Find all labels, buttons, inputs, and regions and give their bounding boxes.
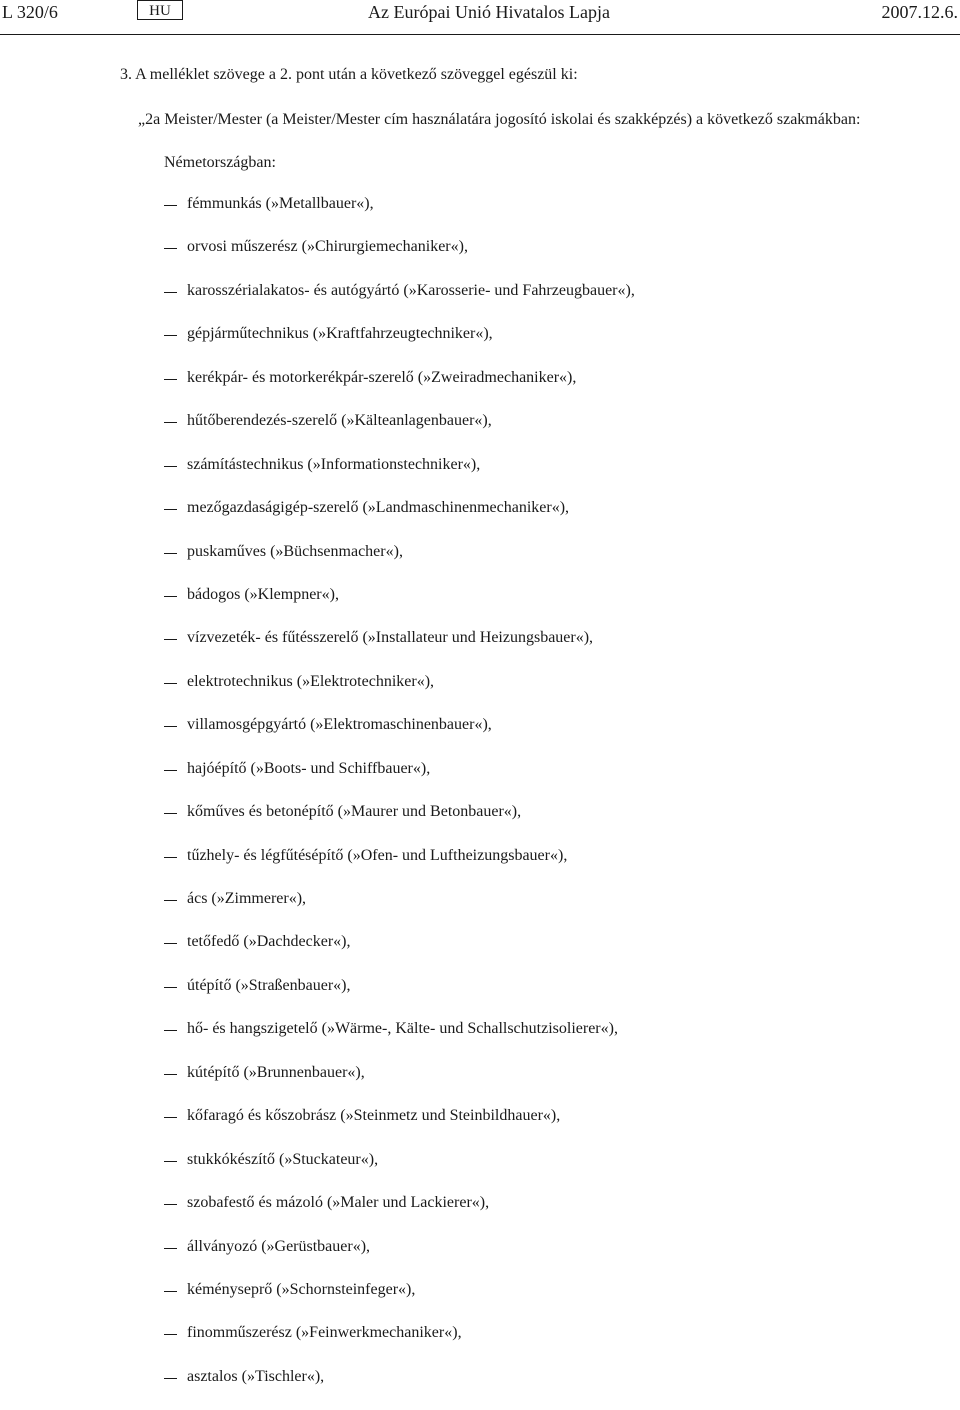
- em-dash-bullet: [164, 335, 177, 336]
- list-item: [164, 759, 635, 802]
- list-item: [164, 1106, 635, 1149]
- em-dash-bullet: [164, 1378, 177, 1379]
- list-item-text: számítástechnikus (»Informationstechniker«),: [187, 455, 481, 473]
- page-reference: L 320/6: [2, 2, 58, 22]
- em-dash-bullet: [164, 379, 177, 380]
- list-item-text: kőműves és betonépítő (»Maurer und Betonbauer«),: [187, 803, 522, 821]
- em-dash-bullet: [164, 596, 177, 597]
- em-dash-bullet: [164, 726, 177, 727]
- list-item-text: puskaműves (»Büchsenmacher«),: [187, 542, 403, 560]
- list-item: [164, 976, 635, 1019]
- list-item-text: útépítő (»Straßenbauer«),: [187, 976, 351, 994]
- em-dash-bullet: [164, 987, 177, 988]
- list-item: [164, 1280, 635, 1323]
- list-item-text: hő- és hangszigetelő (»Wärme-, Kälte- und Schallschutzisolierer«),: [187, 1020, 618, 1038]
- list-item: [164, 672, 635, 715]
- em-dash-bullet: [164, 422, 177, 423]
- list-item-text: fémmunkás (»Metallbauer«),: [187, 195, 374, 212]
- list-item-text: villamosgépgyártó (»Elektromaschinenbauer«),: [187, 716, 492, 734]
- list-item-text: gépjárműtechnikus (»Kraftfahrzeugtechniker«),: [187, 325, 493, 343]
- header-divider: [0, 34, 960, 35]
- country-heading: Németországban:: [164, 154, 276, 171]
- list-item: [164, 281, 635, 324]
- list-item-text: karosszérialakatos- és autógyártó (»Karosserie- und Fahrzeugbauer«),: [187, 281, 635, 299]
- list-item-text: vízvezeték- és fűtésszerelő (»Installateur und Heizungsbauer«),: [187, 629, 594, 647]
- list-item-text: állványozó (»Gerüstbauer«),: [187, 1237, 371, 1255]
- intro-paragraph: 3. A melléklet szövege a 2. pont után a következő szöveggel egészül ki:: [120, 66, 578, 83]
- list-item-text: bádogos (»Klempner«),: [187, 585, 339, 603]
- list-item: [164, 585, 635, 628]
- em-dash-bullet: [164, 900, 177, 901]
- profession-list: [164, 194, 635, 1410]
- list-item-text: tetőfedő (»Dachdecker«),: [187, 933, 351, 951]
- em-dash-bullet: [164, 1074, 177, 1075]
- list-item: [164, 368, 635, 411]
- list-item-text: mezőgazdaságigép-szerelő (»Landmaschinenmechaniker«),: [187, 499, 570, 517]
- em-dash-bullet: [164, 248, 177, 249]
- list-item: [164, 1323, 635, 1366]
- list-item: [164, 1063, 635, 1106]
- list-item: [164, 194, 635, 237]
- list-item: [164, 628, 635, 671]
- em-dash-bullet: [164, 1030, 177, 1031]
- list-item: [164, 324, 635, 367]
- list-item: [164, 455, 635, 498]
- em-dash-bullet: [164, 553, 177, 554]
- list-item: [164, 1193, 635, 1236]
- list-item: [164, 846, 635, 889]
- em-dash-bullet: [164, 1161, 177, 1162]
- em-dash-bullet: [164, 683, 177, 684]
- publication-date: 2007.12.6.: [881, 2, 958, 22]
- list-item: [164, 237, 635, 280]
- em-dash-bullet: [164, 770, 177, 771]
- list-item: [164, 889, 635, 932]
- list-item-text: kerékpár- és motorkerékpár-szerelő (»Zweiradmechaniker«),: [187, 368, 577, 386]
- em-dash-bullet: [164, 205, 177, 206]
- em-dash-bullet: [164, 1248, 177, 1249]
- em-dash-bullet: [164, 943, 177, 944]
- em-dash-bullet: [164, 1117, 177, 1118]
- list-item: [164, 1237, 635, 1280]
- list-item-text: hűtőberendezés-szerelő (»Kälteanlagenbauer«),: [187, 412, 492, 430]
- list-item-text: kőfaragó és kőszobrász (»Steinmetz und Steinbildhauer«),: [187, 1107, 561, 1125]
- em-dash-bullet: [164, 292, 177, 293]
- em-dash-bullet: [164, 466, 177, 467]
- list-item-text: orvosi műszerész (»Chirurgiemechaniker«),: [187, 238, 468, 256]
- list-item: [164, 1367, 635, 1410]
- em-dash-bullet: [164, 1334, 177, 1335]
- list-item-text: finomműszerész (»Feinwerkmechaniker«),: [187, 1324, 462, 1342]
- list-item-text: kútépítő (»Brunnenbauer«),: [187, 1063, 365, 1081]
- page-header: [0, 0, 960, 36]
- list-item: [164, 932, 635, 975]
- list-item: [164, 498, 635, 541]
- list-item-text: ács (»Zimmerer«),: [187, 890, 307, 907]
- list-item-text: stukkókészítő (»Stuckateur«),: [187, 1150, 379, 1168]
- list-item: [164, 542, 635, 585]
- list-item: [164, 715, 635, 758]
- list-item: [164, 802, 635, 845]
- em-dash-bullet: [164, 857, 177, 858]
- list-item-text: tűzhely- és légfűtésépítő (»Ofen- und Luftheizungsbauer«),: [187, 846, 568, 864]
- list-item-text: asztalos (»Tischler«),: [187, 1367, 325, 1385]
- em-dash-bullet: [164, 813, 177, 814]
- list-item-text: elektrotechnikus (»Elektrotechniker«),: [187, 672, 435, 690]
- em-dash-bullet: [164, 1204, 177, 1205]
- em-dash-bullet: [164, 639, 177, 640]
- list-item: [164, 1150, 635, 1193]
- list-item: [164, 1019, 635, 1062]
- em-dash-bullet: [164, 509, 177, 510]
- list-item-text: szobafestő és mázoló (»Maler und Lackierer«),: [187, 1194, 490, 1212]
- list-item-text: kéményseprő (»Schornsteinfeger«),: [187, 1280, 416, 1298]
- list-item: [164, 411, 635, 454]
- lead-paragraph: „2a Meister/Mester (a Meister/Mester cím használatára jogosító iskolai és szakképzés) a következő szakmákban:: [138, 111, 861, 128]
- list-item-text: hajóépítő (»Boots- und Schiffbauer«),: [187, 759, 431, 777]
- em-dash-bullet: [164, 1291, 177, 1292]
- language-badge: HU: [137, 0, 183, 20]
- journal-title: Az Európai Unió Hivatalos Lapja: [368, 2, 610, 22]
